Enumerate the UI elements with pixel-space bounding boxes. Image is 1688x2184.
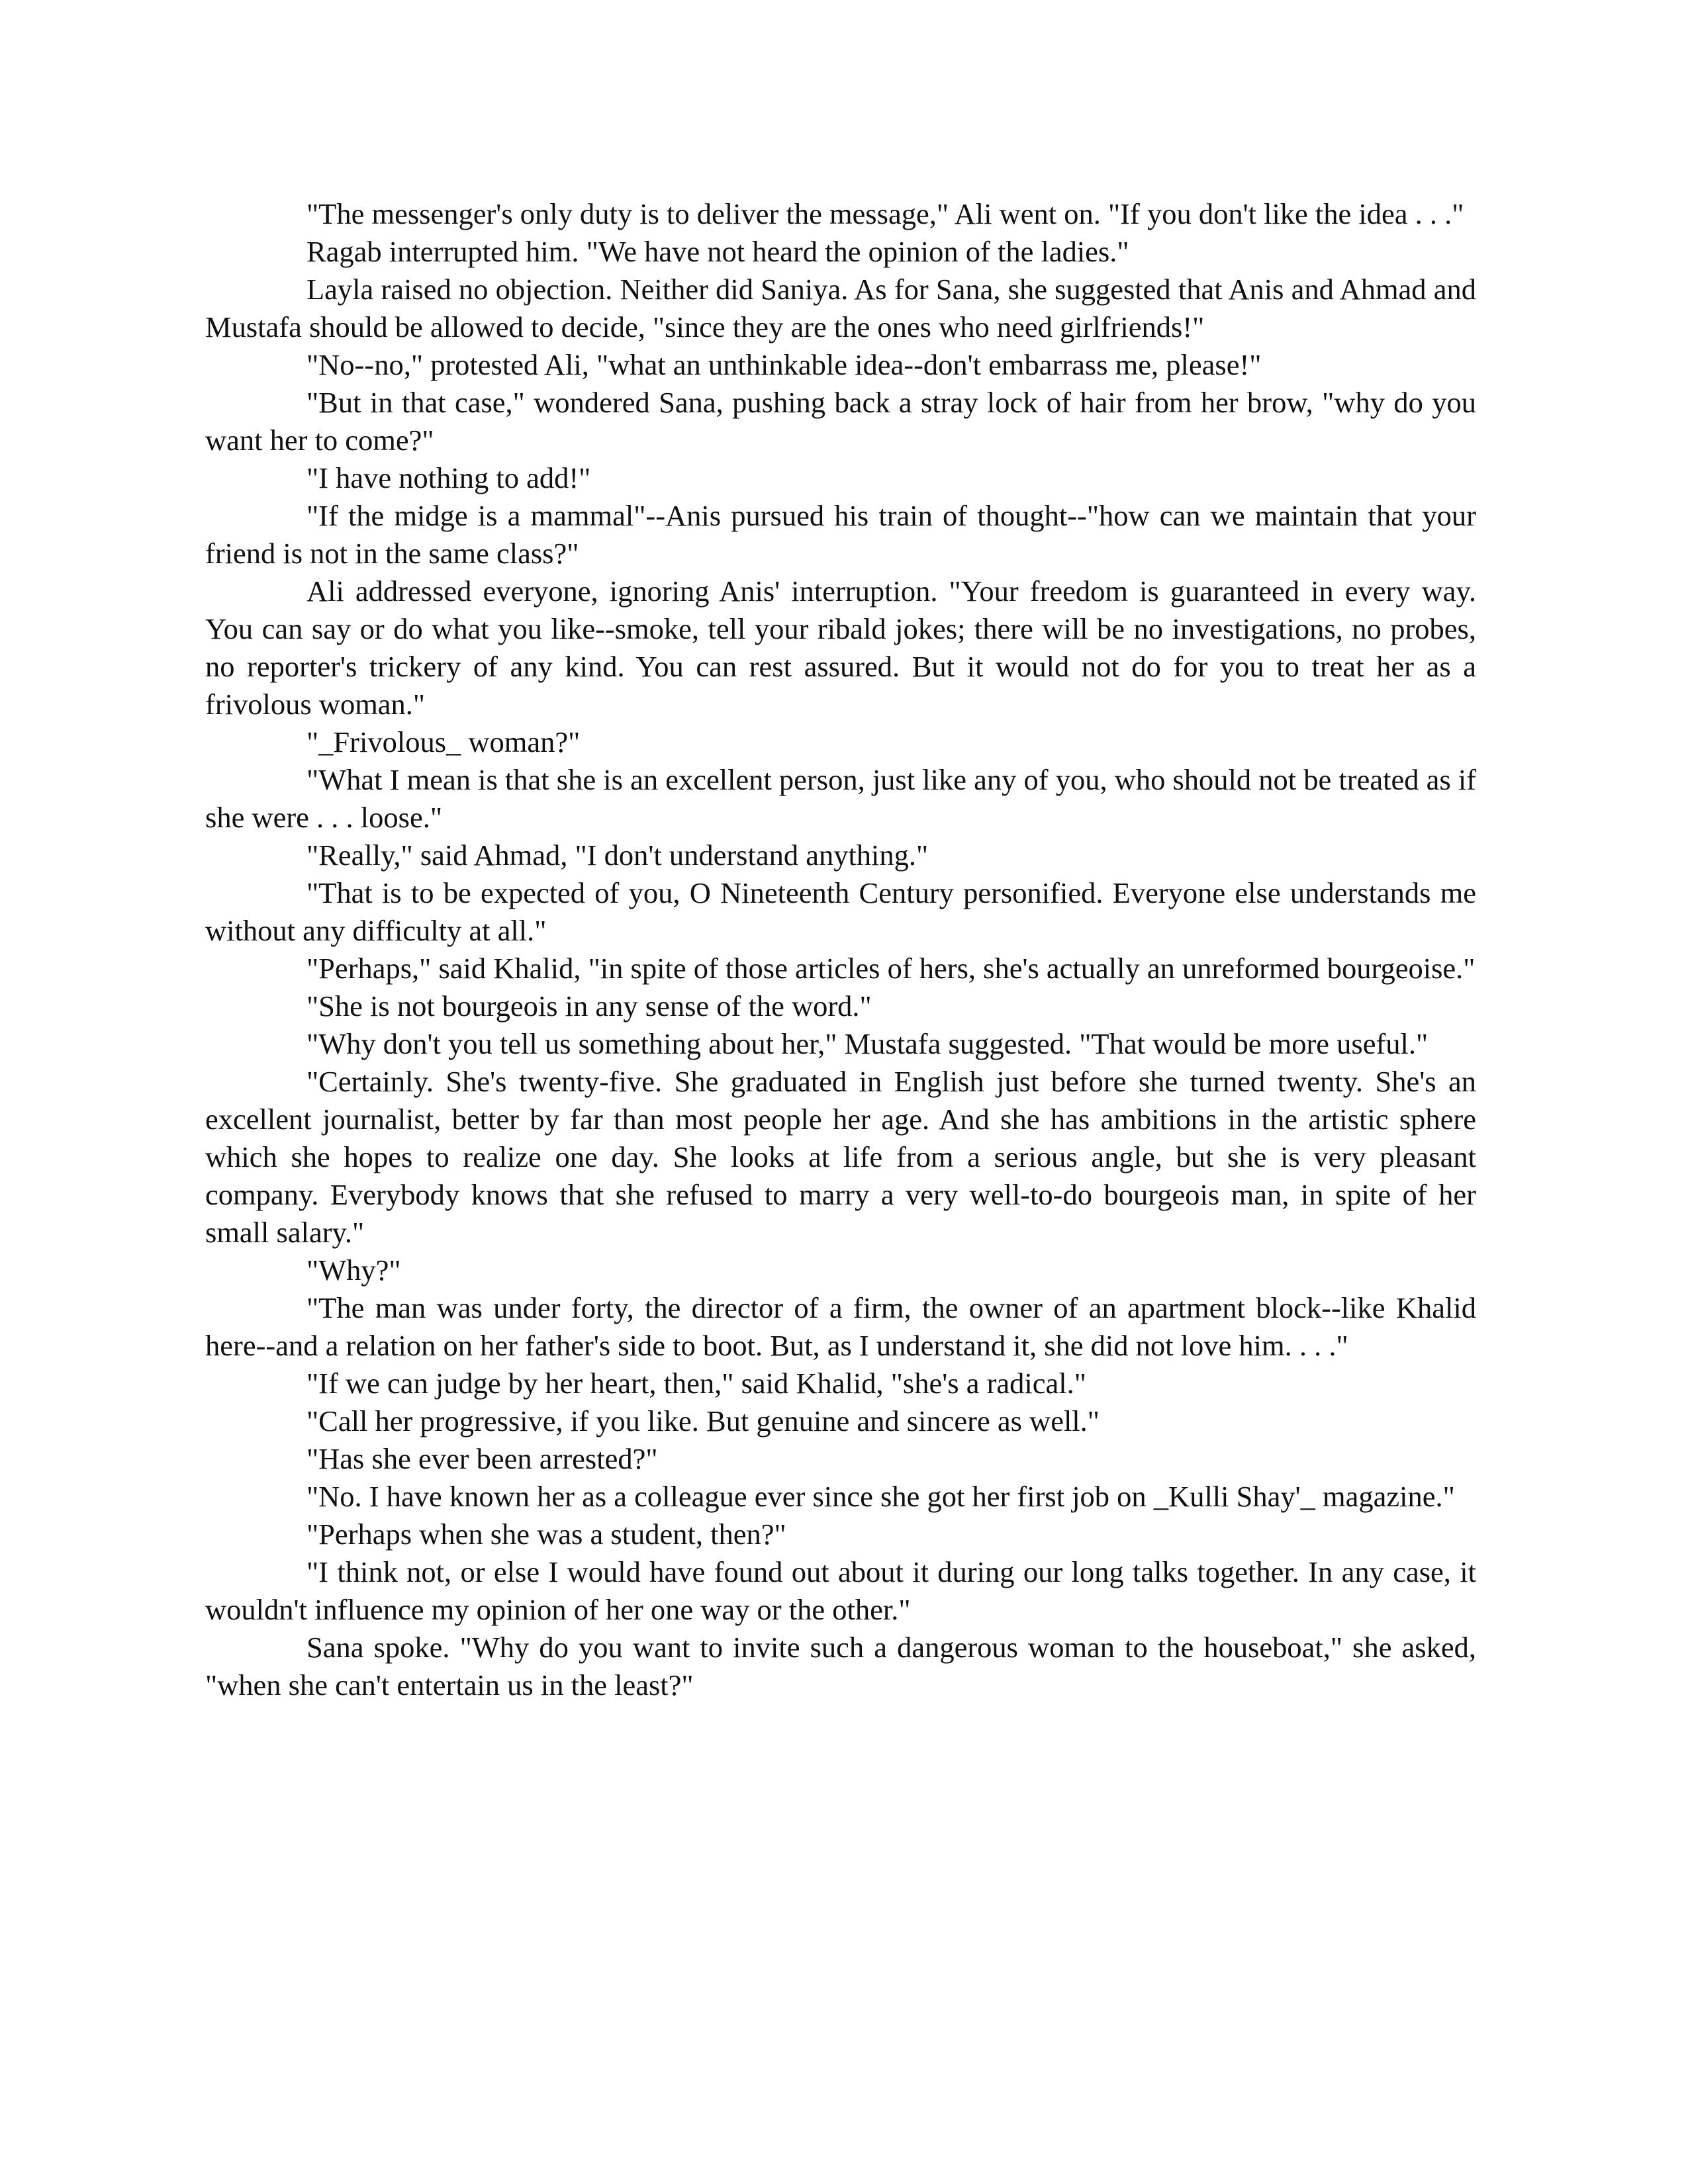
- paragraph-4: "No--no," protested Ali, "what an unthinkable idea--don't embarrass me, please!": [306, 348, 1262, 381]
- paragraph-6: "I have nothing to add!": [306, 461, 591, 494]
- paragraph-25: Sana spoke. "Why do you want to invite such a dangerous woman to the houseboat," she asked, "when she can't entertain us in the least?": [205, 1631, 1476, 1702]
- paragraph-11: "Really," said Ahmad, "I don't understand anything.": [306, 839, 929, 872]
- paragraph-8: Ali addressed everyone, ignoring Anis' interruption. "Your freedom is guaranteed in every way. You can say or do what you like--smoke, tell your ribald jokes; there will be no investigations, no probes, no reporter's trickery of any kind. You can rest assured. But it would not do for you to treat her as a frivolous woman.": [205, 574, 1476, 721]
- paragraph-14: "She is not bourgeois in any sense of the word.": [306, 989, 872, 1023]
- paragraph-17: "Why?": [306, 1253, 401, 1287]
- paragraph-20: "Call her progressive, if you like. But genuine and sincere as well.": [306, 1404, 1100, 1437]
- paragraph-13: "Perhaps," said Khalid, "in spite of those articles of hers, she's actually an unreformed bourgeoise.": [306, 952, 1476, 985]
- body-text: [205, 195, 1476, 1704]
- paragraph-1: "The messenger's only duty is to deliver the message," Ali went on. "If you don't like the idea . . .": [306, 197, 1464, 230]
- paragraph-21: "Has she ever been arrested?": [306, 1442, 658, 1475]
- paragraph-5: "But in that case," wondered Sana, pushing back a stray lock of hair from her brow, "why do you want her to come?": [205, 386, 1476, 457]
- paragraph-19: "If we can judge by her heart, then," said Khalid, "she's a radical.": [306, 1367, 1086, 1400]
- paragraph-18: "The man was under forty, the director of a firm, the owner of an apartment block--like Khalid here--and a relation on her father's side to boot. But, as I understand it, she did not love him. . . .": [205, 1291, 1476, 1362]
- paragraph-10: "What I mean is that she is an excellent person, just like any of you, who should not be treated as if she were . . . loose.": [205, 763, 1476, 834]
- paragraph-12: "That is to be expected of you, O Nineteenth Century personified. Everyone else understands me without any difficulty at all.": [205, 876, 1476, 947]
- paragraph-2: Ragab interrupted him. "We have not heard the opinion of the ladies.": [306, 235, 1129, 268]
- paragraph-7: "If the midge is a mammal"--Anis pursued his train of thought--"how can we maintain that your friend is not in the same class?": [205, 499, 1476, 570]
- paragraph-9: "_Frivolous_ woman?": [306, 725, 581, 758]
- paragraph-3: Layla raised no objection. Neither did Saniya. As for Sana, she suggested that Anis and Ahmad and Mustafa should be allowed to decide, "since they are the ones who need girlfriends!": [205, 273, 1476, 343]
- paragraph-22: "No. I have known her as a colleague ever since she got her first job on _Kulli Shay'_ magazine.": [306, 1480, 1455, 1513]
- paragraph-24: "I think not, or else I would have found out about it during our long talks together. In any case, it wouldn't influence my opinion of her one way or the other.": [205, 1555, 1476, 1626]
- paragraph-15: "Why don't you tell us something about her," Mustafa suggested. "That would be more useful.": [306, 1027, 1429, 1060]
- paragraph-16: "Certainly. She's twenty-five. She graduated in English just before she turned twenty. She's an excellent journalist, better by far than most people her age. And she has ambitions in the artistic sphere which she hopes to realize one day. She looks at life from a serious angle, but she is very pleasant company. Everybody knows that she refused to marry a very well-to-do bourgeois man, in spite of her small salary.": [205, 1065, 1476, 1249]
- paragraph-23: "Perhaps when she was a student, then?": [306, 1518, 786, 1551]
